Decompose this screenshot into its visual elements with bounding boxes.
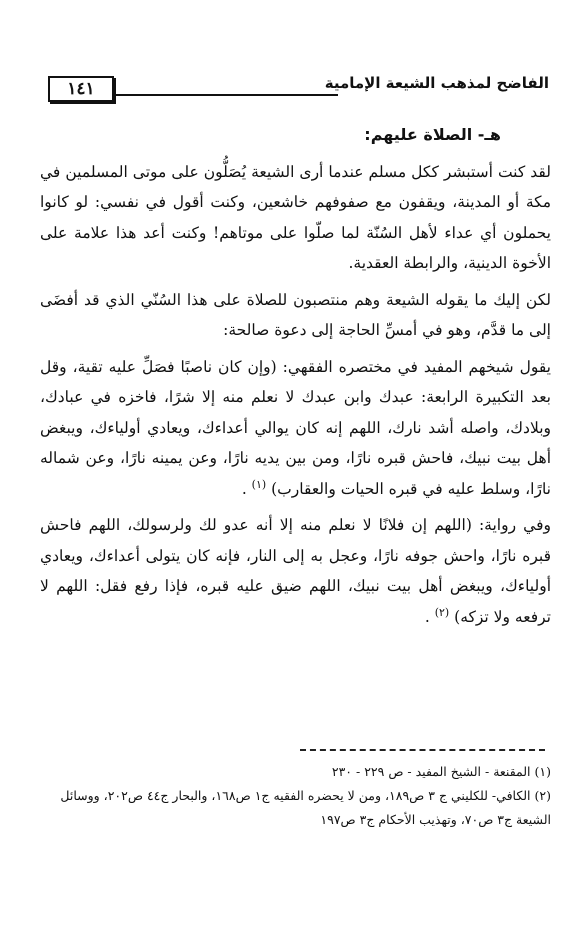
quote-line (40, 352, 551, 505)
paragraph (40, 157, 551, 279)
page-number-box (48, 76, 114, 102)
footnotes (40, 760, 551, 832)
main-text (40, 120, 551, 638)
page-header (20, 72, 551, 102)
paragraph (40, 285, 551, 346)
quote-line (40, 510, 551, 632)
quote-end: . (241, 479, 252, 498)
quote-text: وفي رواية: (اللهم إن فلانًا لا نعلم منه إلا أنه عدو لك ولرسولك، اللهم فاحش قبره نارًا، واحش جوفه نارًا، وعجل به إلى النار، فإنه كان يتولى أعداءك، ويعادي أولياءك، ويبغض أهل بيت نبيك، اللهم ضيق عليه قبره، فإذا رفع فقل: اللهم لا ترفعه ولا تزكه) (40, 516, 551, 626)
header-rule (116, 94, 338, 96)
footnote-separator (300, 749, 545, 751)
footnote: (١) المقنعة - الشيخ المفيد - ص ٢٢٩ - ٢٣٠ (331, 764, 551, 779)
paragraph-text: لكن إليك ما يقوله الشيعة وهم منتصبون للصلاة على هذا السُنّي الذي قد أفضَى إلى ما قدَّم، وهو في أمسِّ الحاجة إلى دعوة صالحة: (40, 290, 551, 339)
quote-text: يقول شيخهم المفيد في مختصره الفقهي: (وإن كان ناصبًا فصَلِّ عليه تقية، وقل بعد التكبيرة الرابعة: عبدك وابن عبدك لا نعلم منه إلا شرًا، فاخزه في عبادك، وبلادك، واصله أشد نارك، اللهم إنه كان يوالي أعداءك، ويعادي أولياءك، ويبغض أهل بيت نبيك، فاحش قبره نارًا، ومن بين يديه نارًا، وعن يمينه نارًا، وعن شماله نارًا، وسلط عليه في قبره الحيات والعقارب) (40, 357, 551, 498)
quote-paragraph (40, 510, 551, 632)
section-heading: هـ- الصلاة عليهم: (364, 125, 501, 144)
quote-end: . (424, 607, 435, 626)
quote-paragraph (40, 352, 551, 505)
paragraph-text: لقد كنت أستبشر ككل مسلم عندما أرى الشيعة يُصَلُّون على موتى المسلمين في مكة أو المدينة، ويقفون مع صفوفهم خاشعين، وكنت أقول في نفسي: لو كانوا يحملون أي عداء لأهل السُنّة لما صلّوا على موتاهم! وكنت أعد هذا علامة على الأخوة الدينية، والرابطة العقدية. (40, 162, 551, 272)
running-title: الفاضح لمذهب الشيعة الإمامية (324, 74, 549, 92)
footnote-ref: (٢) (434, 605, 450, 619)
footnote: (٢) الكافي- للكليني ج ٣ ص١٨٩، ومن لا يحضره الفقيه ج١ ص١٦٨، والبحار ج٤٤ ص٢٠٢، ووسائل الشيعة ج٣ ص٧٠، وتهذيب الأحكام ج٣ ص١٩٧ (60, 788, 551, 827)
footnote-ref: (١) (251, 477, 267, 491)
page-number: ١٤١ (67, 79, 95, 99)
